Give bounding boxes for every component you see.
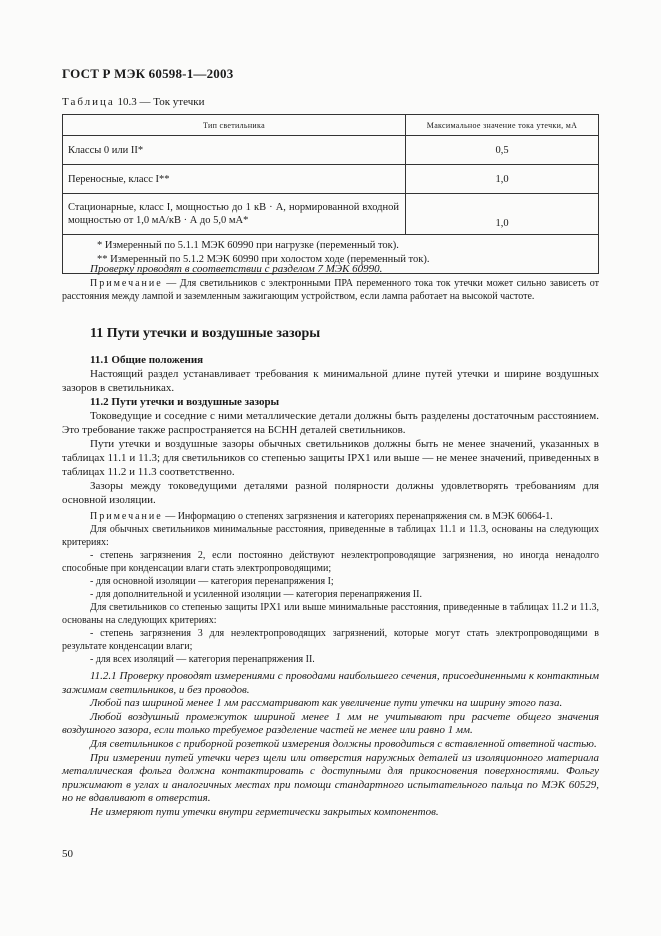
table-caption-word: Таблица (62, 96, 115, 108)
paragraph: Токоведущие и соседние с ними металлические детали должны быть разделены достаточным расстоянием. Это требование также распространяется на БСНН деталей светильников. (62, 410, 599, 436)
column-header-max-current: Максимальное значение тока утечки, мА (406, 115, 599, 136)
criteria-item: - степень загрязнения 2, если постоянно действуют неэлектропроводящие загрязнения, но иногда ненадолго способные при конденсации влаги стать электропроводящими; (62, 550, 599, 574)
check-text: Проверку проводят в соответствии с разделом 7 МЭК 60990. (90, 263, 383, 275)
criteria-item: - для дополнительной и усиленной изоляции — категория перенапряжения II. (90, 589, 422, 600)
paragraph: Любой воздушный промежуток шириной менее 1 мм не учитывают при расчете общего значения воздушного зазора, если только требуемое разделение частей не менее или равно 1 мм. (62, 710, 599, 737)
subsection-title-11-1: 11.1 Общие положения (90, 354, 204, 366)
check-paragraph (62, 262, 599, 276)
table-footnote-2: ** Измеренный по 5.1.2 МЭК 60990 при холостом ходе (переменный ток). (97, 254, 430, 265)
paragraph: Для обычных светильников минимальные расстояния, приведенные в таблицах 11.1 и 11.3, основаны на следующих критериях: (62, 524, 599, 548)
paragraph: Для светильников со степенью защиты IPX1 или выше минимальные расстояния, приведенные в таблицах 11.2 и 11.3, основаны на следующих критериях: (62, 602, 599, 626)
paragraph: При измерении путей утечки через щели или отверстия наружных деталей из изоляционного материала металлическая фольга должна контактировать с доступными для прикосновения поверхностями. Фольгу прижимают в углах и аналогичных местах при помощи стандартного испытательного пальца по МЭК 60529, но не вдавливают в отверстия. (62, 751, 599, 805)
criteria-item: - степень загрязнения 3 для неэлектропроводящих загрязнений, которые могут стать электропроводящими в результате конденсации влаги; (62, 628, 599, 652)
table-caption-title: 10.3 — Ток утечки (114, 96, 205, 108)
table-row (63, 194, 599, 235)
section-title: 11 Пути утечки и воздушные зазоры (90, 326, 321, 341)
section-body (62, 353, 599, 507)
small-text-block (62, 510, 599, 666)
table-row (63, 165, 599, 194)
paragraph: Зазоры между токоведущими деталями разной полярности должны удовлетворять требованиям для основной изоляции. (62, 480, 599, 506)
table-cell-type: Переносные, класс I** (63, 165, 406, 194)
table-cell-type: Классы 0 или II* (63, 136, 406, 165)
paragraph: Любой паз шириной менее 1 мм рассматривают как увеличение пути утечки на ширину этого паза. (90, 697, 563, 710)
criteria-item: - для основной изоляции — категория перенапряжения I; (90, 576, 334, 587)
subsection-title-11-2: 11.2 Пути утечки и воздушные зазоры (90, 396, 280, 408)
table-cell-value: 1,0 (406, 165, 599, 194)
note-text-2: — Информацию о степенях загрязнения и категориях перенапряжения см. в МЭК 60664-1. (162, 511, 553, 522)
column-header-type: Тип светильника (63, 115, 406, 136)
leakage-current-table (62, 114, 599, 274)
table-caption (62, 96, 204, 108)
paragraph: 11.2.1 Проверку проводят измерениями с проводами наибольшего сечения, присоединенными к контактным зажимам светильников, и без проводов. (62, 670, 599, 696)
table-cell-value: 1,0 (406, 194, 599, 235)
paragraph: Пути утечки и воздушные зазоры обычных светильников должны быть не менее значений, указанных в таблицах 11.1 и 11.3; для светильников со степенью защиты IPX1 или выше — не менее значений, приведенных в таблицах 11.2 и 11.3 соответственно. (62, 438, 599, 478)
criteria-item: - для всех изоляций — категория перенапряжения II. (90, 654, 315, 665)
note-label-2: Примечание (90, 511, 163, 522)
paragraph: Для светильников с приборной розеткой измерения должны проводиться с вставленной ответной частью. (90, 737, 597, 750)
table-row (63, 136, 599, 165)
standard-header: ГОСТ Р МЭК 60598-1—2003 (62, 66, 234, 81)
note-text: — Для светильников с электронными ПРА переменного тока ток утечки может сильно зависеть от расстояния между лампой и заземленным зажигающим устройством, если лампа работает на высокой частоте. (62, 278, 599, 302)
table-cell-type: Стационарные, класс I, мощностью до 1 кВ · А, нормированной входной мощностью от 1,0 мА/кВ · А до 5,0 мА* (63, 194, 406, 235)
table-footnote-1: * Измеренный по 5.1.1 МЭК 60990 при нагрузке (переменный ток). (97, 240, 399, 251)
note-label: Примечание (90, 278, 163, 289)
subsection-text-11-1: Настоящий раздел устанавливает требования к минимальной длине путей утечки и ширине воздушных зазоров в светильниках. (62, 368, 599, 394)
italic-text-block (62, 670, 599, 820)
table-header-row (63, 115, 599, 136)
page-number: 50 (62, 848, 73, 860)
note-paragraph (62, 277, 599, 303)
paragraph: Не измеряют пути утечки внутри герметически закрытых компонентов. (90, 805, 439, 818)
table-cell-value: 0,5 (406, 136, 599, 165)
